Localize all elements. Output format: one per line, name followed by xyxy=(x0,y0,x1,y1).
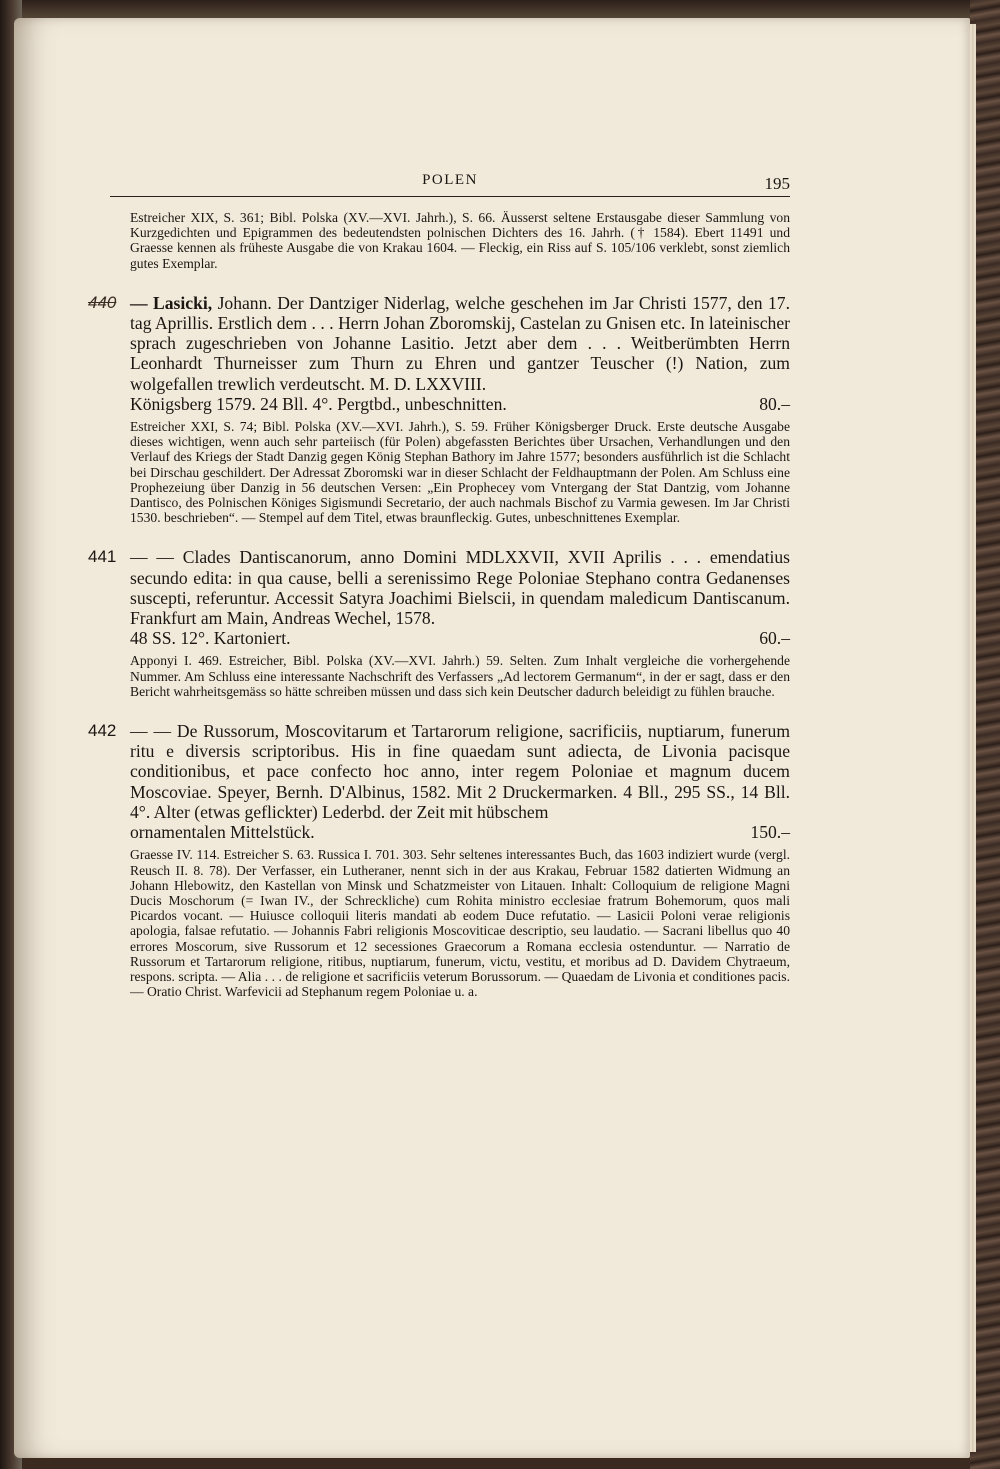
entry-title: Johann. Der Dantziger Niderlag, welche geschehen im Jar Christi 1577, den 17. tag Aprillis. Erstlich dem . . . Herrn Johan Zboromskij, Castelan zu Gnisen etc. In lateinischer sprach zugeschrieben von Johanne Lasitio. Jetzt aber dem . . . Weitberümbten Herrn Leonhardt Thurneisser zum Thurn zu Ehren und gantzer Teuscher (!) Nation, zum wolgefallen trewlich verdeutscht. M. D. LXXVIII. xyxy=(130,292,790,394)
entry-author: — Lasicki, xyxy=(130,292,213,313)
entry-imprint: Königsberg 1579. 24 Bll. 4°. Pergtbd., unbeschnitten. xyxy=(130,393,507,414)
intro-note: Estreicher XIX, S. 361; Bibl. Polska (XV.—XVI. Jahrh.), S. 66. Äusserst seltene Erstausgabe dieser Sammlung von Kurzgedichten und Epigrammen des bedeutendsten polnischen Dichters des 16. Jahrh. († 1584). Ebert 11491 und Graesse kennen als früheste Ausgabe die von Krakau 1604. — Fleckig, ein Riss auf S. 105/106 verklebt, sonst ziemlich gutes Exemplar. xyxy=(130,210,790,271)
page-header xyxy=(110,170,790,197)
entry-price: 80.– xyxy=(759,393,790,414)
entry-title: — — De Russorum, Moscovitarum et Tartarorum religione, sacrificiis, nuptiarum, funerum ritu e diversis scriptoribus. His in fine quaedam sunt adiecta, de Livonia pacisque conditionibus, et pace confecto hoc anno, inter regem Poloniae et magnum ducem Moscoviae. Speyer, Bernh. D'Albinus, 1582. Mit 2 Druckermarken. 4 Bll., 295 SS., 14 Bll. 4°. Alter (etwas geflickter) Lederbd. der Zeit mit hübschem xyxy=(130,721,790,822)
catalog-entry-441 xyxy=(88,547,790,699)
running-head: POLEN xyxy=(422,172,478,188)
entry-imprint: 48 SS. 12°. Kartoniert. xyxy=(130,628,291,649)
page-body xyxy=(88,210,790,1000)
entry-number: 440 xyxy=(88,292,117,312)
catalog-entry-440 xyxy=(88,292,790,526)
entry-note: Graesse IV. 114. Estreicher S. 63. Russica I. 701. 303. Sehr seltenes interessantes Buch, das 1603 indiziert wurde (vergl. Reusch II. 8. 78). Der Verfasser, ein Lutheraner, nennt sich in der aus Krakau, Februar 1582 datierten Widmung an Johann Hlebowitz, den Kastellan von Minsk und Schatzmeister von Litauen. Inhalt: Colloquium de religione Magni Ducis Moschorum (= Iwan IV., der Schreckliche) cum Rohita ministro ecclesiae fratrum Bohemorum, quos mali Picardos vocant. — Huiusce colloquii literis mandati ab eodem Duce refutatio. — Lasicii Poloni verae religionis apologia, falsae refutatio. — Johannis Fabri religionis Moscoviticae descriptio, seu laudatio. — Sacrani libellus quo 40 errores Moscorum, sive Russorum et 12 secessiones Graecorum a Romana ecclesia ostenduntur. — Narratio de Russorum et Tartarorum religione, ritibus, nuptiarum, funerum, victu, vestitu, et moribus ad D. Davidem Chytraeum, respons. scripta. — Alia . . . de religione et sacrificiis veterum Borussorum. — Quaedam de Livonia et conditiones pacis. — Oratio Christ. Warfevicii ad Stephanum regem Poloniae u. a. xyxy=(130,847,790,1000)
entry-note: Apponyi I. 469. Estreicher, Bibl. Polska (XV.—XVI. Jahrh.) 59. Selten. Zum Inhalt vergleiche die vorhergehende Nummer. Am Schluss eine interessante Nachschrift des Verfassers „Ad lectorem Germanum“, in der er sagt, dass er den Bericht wahrheitsgemäss so hätte schreiben müssen und dass sich kein Deutscher dadurch beleidigt zu fühlen brauche. xyxy=(130,653,790,699)
entry-last-line xyxy=(130,628,790,648)
entry-number: 442 xyxy=(88,721,117,741)
entry-number: 441 xyxy=(88,547,117,567)
entry-price: 150.– xyxy=(750,822,790,843)
entry-last-line xyxy=(130,822,790,842)
entry-price: 60.– xyxy=(759,628,790,649)
entry-description xyxy=(130,721,790,842)
catalog-entry-442 xyxy=(88,721,790,1000)
entry-title: — — Clades Dantiscanorum, anno Domini MDLXXVII, XVII Aprilis . . . emendatius secundo edita: in qua cause, belli a serenissimo Rege Poloniae Stephano contra Gedanenses suscepti, referuntur. Accessit Satyra Joachimi Bielscii, in quendam maledicum Dantiscanum. Frankfurt am Main, Andreas Wechel, 1578. xyxy=(130,547,790,629)
entry-description xyxy=(130,293,790,414)
entry-imprint: ornamentalen Mittelstück. xyxy=(130,822,315,843)
entry-description xyxy=(130,547,790,648)
entry-note: Estreicher XXI, S. 74; Bibl. Polska (XV.—XVI. Jahrh.), S. 59. Früher Königsberger Druck. Erste deutsche Ausgabe dieses wichtigen, wenn auch sehr parteiisch (für Polen) abgefassten Berichtes über Ursachen, Verhandlungen und den Verlauf des Kriegs der Stadt Danzig gegen König Stephan Bathory im Jahre 1577; besonders ausführlich ist die Schlacht bei Dirschau geschildert. Der Adressat Zboromski war in dieser Schlacht der Feldhauptmann der Polen. Am Schluss eine Prophezeiung über Danzig in 56 deutschen Versen: „Ein Prophecey vom Vntergang der Stat Dantzig, vom Johanne Dantisco, des Polnischen Königes Sigismundi Secretario, der auch nachmals Bischof zu Varmia gewesen. Im Jar Christi 1530. beschrieben“. — Stempel auf dem Titel, etwas braunfleckig. Gutes, unbeschnittenes Exemplar. xyxy=(130,419,790,526)
entry-last-line xyxy=(130,394,790,414)
page-number: 195 xyxy=(764,174,790,193)
